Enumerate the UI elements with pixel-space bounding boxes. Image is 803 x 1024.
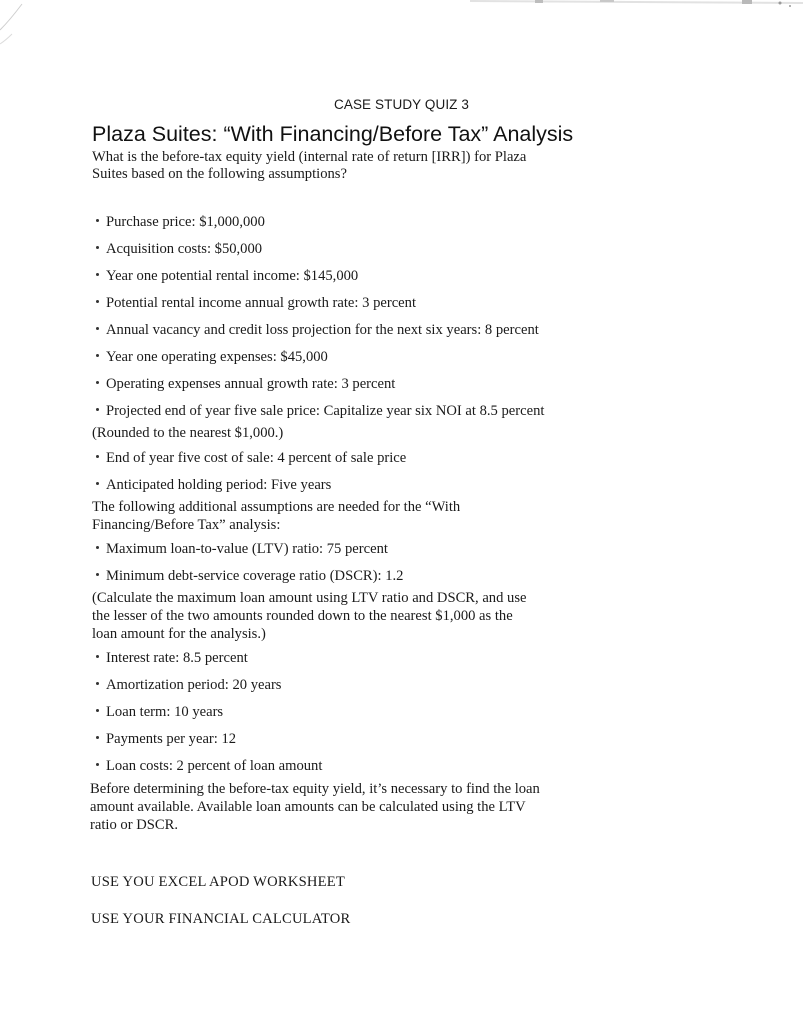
question-line: Suites based on the following assumptions? bbox=[92, 166, 347, 182]
conclusion-line: ratio or DSCR. bbox=[90, 817, 178, 833]
calculator-instruction: USE YOUR FINANCIAL CALCULATOR bbox=[91, 911, 351, 927]
case-study-heading: CASE STUDY QUIZ 3 bbox=[334, 97, 469, 112]
page-title: Plaza Suites: “With Financing/Before Tax” Analysis bbox=[92, 122, 574, 146]
financing-item: Minimum debt-service coverage ratio (DSCR): 1.2 bbox=[96, 568, 403, 585]
financing-intro-line: The following additional assumptions are needed for the “With bbox=[92, 499, 461, 515]
excel-instruction: USE YOU EXCEL APOD WORKSHEET bbox=[91, 874, 345, 890]
financing-item: Maximum loan-to-value (LTV) ratio: 75 percent bbox=[96, 541, 388, 558]
question-line: What is the before-tax equity yield (internal rate of return [IRR]) for Plaza bbox=[92, 149, 527, 165]
assumption-item: Anticipated holding period: Five years bbox=[96, 477, 331, 494]
assumption-item: End of year five cost of sale: 4 percent of sale price bbox=[96, 450, 406, 467]
financing-item: Loan term: 10 years bbox=[96, 704, 223, 721]
assumption-note: (Rounded to the nearest $1,000.) bbox=[92, 425, 284, 441]
financing-note-line: the lesser of the two amounts rounded down to the nearest $1,000 as the bbox=[92, 608, 513, 624]
assumption-item: Projected end of year five sale price: Capitalize year six NOI at 8.5 percent bbox=[96, 403, 544, 420]
assumption-item: Acquisition costs: $50,000 bbox=[96, 241, 262, 258]
financing-note-line: loan amount for the analysis.) bbox=[92, 626, 266, 642]
financing-note-line: (Calculate the maximum loan amount using LTV ratio and DSCR, and use bbox=[92, 590, 527, 606]
assumption-item: Year one potential rental income: $145,000 bbox=[96, 268, 358, 285]
financing-item: Loan costs: 2 percent of loan amount bbox=[96, 758, 322, 775]
scan-edge-marks bbox=[0, 0, 803, 60]
assumption-item: Year one operating expenses: $45,000 bbox=[96, 349, 328, 366]
assumption-item: Annual vacancy and credit loss projection for the next six years: 8 percent bbox=[96, 322, 539, 339]
financing-item: Interest rate: 8.5 percent bbox=[96, 650, 248, 667]
conclusion-line: amount available. Available loan amounts can be calculated using the LTV bbox=[90, 799, 526, 815]
financing-item: Amortization period: 20 years bbox=[96, 677, 281, 694]
assumption-item: Operating expenses annual growth rate: 3 percent bbox=[96, 376, 395, 393]
financing-item: Payments per year: 12 bbox=[96, 731, 236, 748]
financing-intro-line: Financing/Before Tax” analysis: bbox=[92, 517, 281, 533]
conclusion-line: Before determining the before-tax equity yield, it’s necessary to find the loan bbox=[90, 781, 540, 797]
assumption-item: Potential rental income annual growth rate: 3 percent bbox=[96, 295, 416, 312]
assumption-item: Purchase price: $1,000,000 bbox=[96, 214, 265, 231]
